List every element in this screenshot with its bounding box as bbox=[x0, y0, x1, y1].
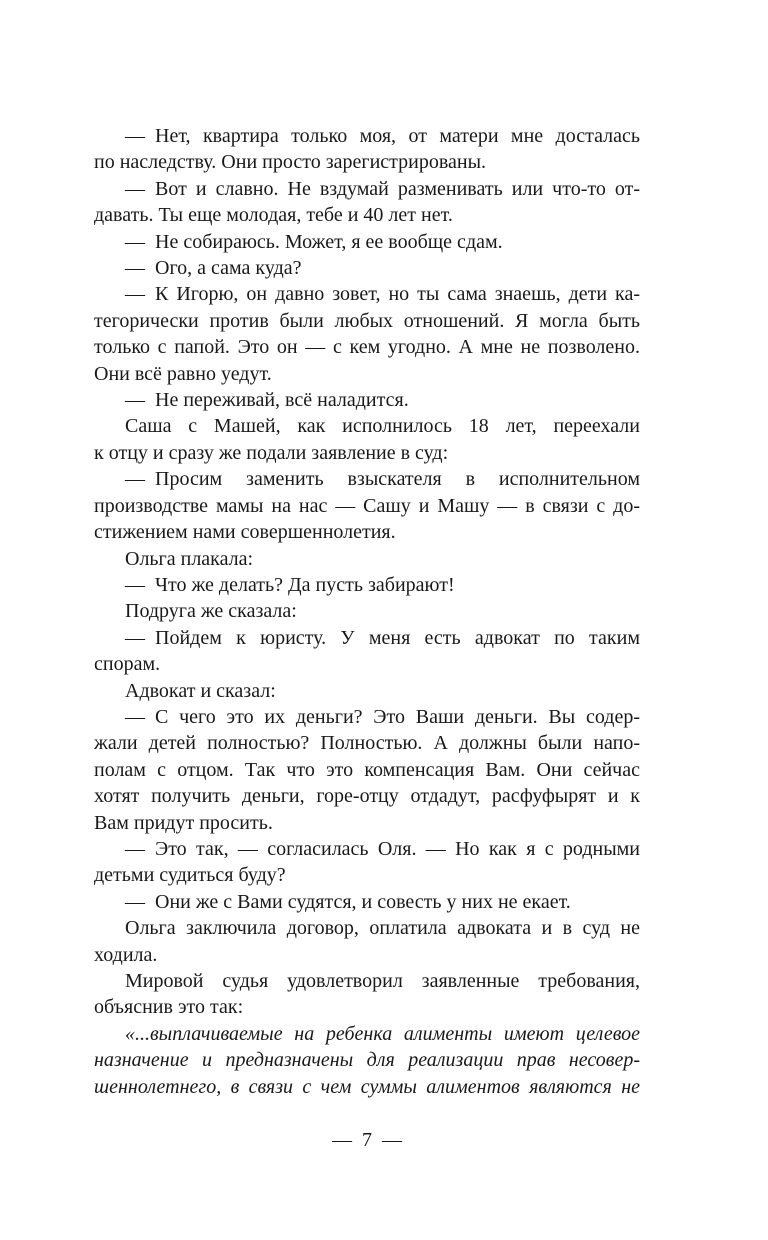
text-line: Они всё равно уедут. bbox=[94, 362, 272, 385]
text-line: — С чего это их деньги? Это Ваши деньги. Вы содер- bbox=[125, 705, 640, 728]
text-line: — Это так, — согласилась Оля. — Но как я с родными bbox=[125, 837, 640, 860]
text-line: — Они же с Вами судятся, и совесть у них не екает. bbox=[125, 890, 571, 913]
text-line: стижением нами совершеннолетия. bbox=[94, 521, 396, 544]
page-number: — 7 — bbox=[332, 1129, 402, 1151]
text-line: — К Игорю, он давно зовет, но ты сама знаешь, дети ка- bbox=[125, 283, 640, 306]
text-line: детьми судиться буду? bbox=[94, 864, 286, 887]
text-line: Вам придут просить. bbox=[94, 811, 273, 834]
text-line: шеннолетнего, в связи с чем суммы алиментов являются не bbox=[94, 1075, 640, 1098]
text-line: Ольга плакала: bbox=[125, 547, 254, 570]
text-line: — Не собираюсь. Может, я ее вообще сдам. bbox=[125, 230, 503, 253]
text-line: хотят получить деньги, горе-отцу отдадут, расфуфырят и к bbox=[94, 785, 640, 808]
text-line: объяснив это так: bbox=[94, 996, 244, 1019]
text-line: Адвокат и сказал: bbox=[125, 679, 276, 702]
text-line: — Просим заменить взыскателя в исполнительном bbox=[125, 468, 640, 491]
text-line: Саша с Машей, как исполнилось 18 лет, переехали bbox=[125, 415, 640, 438]
text-line: давать. Ты еще молодая, тебе и 40 лет нет. bbox=[94, 204, 453, 227]
text-line: Мировой судья удовлетворил заявленные требования, bbox=[125, 970, 640, 992]
text-line: Ольга заключила договор, оплатила адвоката и в суд не bbox=[125, 917, 640, 940]
text-line: по наследству. Они просто зарегистрированы. bbox=[94, 151, 487, 174]
text-line: — Что же делать? Да пусть забирают! bbox=[125, 573, 455, 596]
text-line: ходила. bbox=[94, 943, 158, 966]
text-line: к отцу и сразу же подали заявление в суд: bbox=[94, 441, 449, 464]
text-line: спорам. bbox=[94, 653, 161, 676]
text-line: — Не переживай, всё наладится. bbox=[125, 389, 409, 412]
text-line: — Нет, квартира только моя, от матери мне досталась bbox=[125, 125, 640, 147]
text-line: — Пойдем к юристу. У меня есть адвокат по таким bbox=[125, 626, 640, 649]
text-line: «...выплачиваемые на ребенка алименты имеют целевое bbox=[125, 1022, 640, 1045]
text-line: назначение и предназначены для реализации прав несовер- bbox=[94, 1049, 640, 1072]
text-line: только с папой. Это он — с кем угодно. А мне не позволено. bbox=[94, 336, 640, 359]
page-text bbox=[94, 123, 640, 1100]
text-line: — Ого, а сама куда? bbox=[125, 257, 302, 280]
text-line: полам с отцом. Так что это компенсация Вам. Они сейчас bbox=[94, 758, 640, 781]
text-line: Подруга же сказала: bbox=[125, 600, 297, 623]
text-line: тегорически против были любых отношений. Я могла быть bbox=[94, 309, 640, 332]
text-line: — Вот и славно. Не вздумай разменивать или что-то от- bbox=[125, 177, 640, 200]
text-line: жали детей полностью? Полностью. А должны были напо- bbox=[94, 732, 640, 755]
page-footer bbox=[94, 1128, 640, 1152]
text-line: производстве мамы на нас — Сашу и Машу — в связи с до- bbox=[94, 494, 640, 517]
